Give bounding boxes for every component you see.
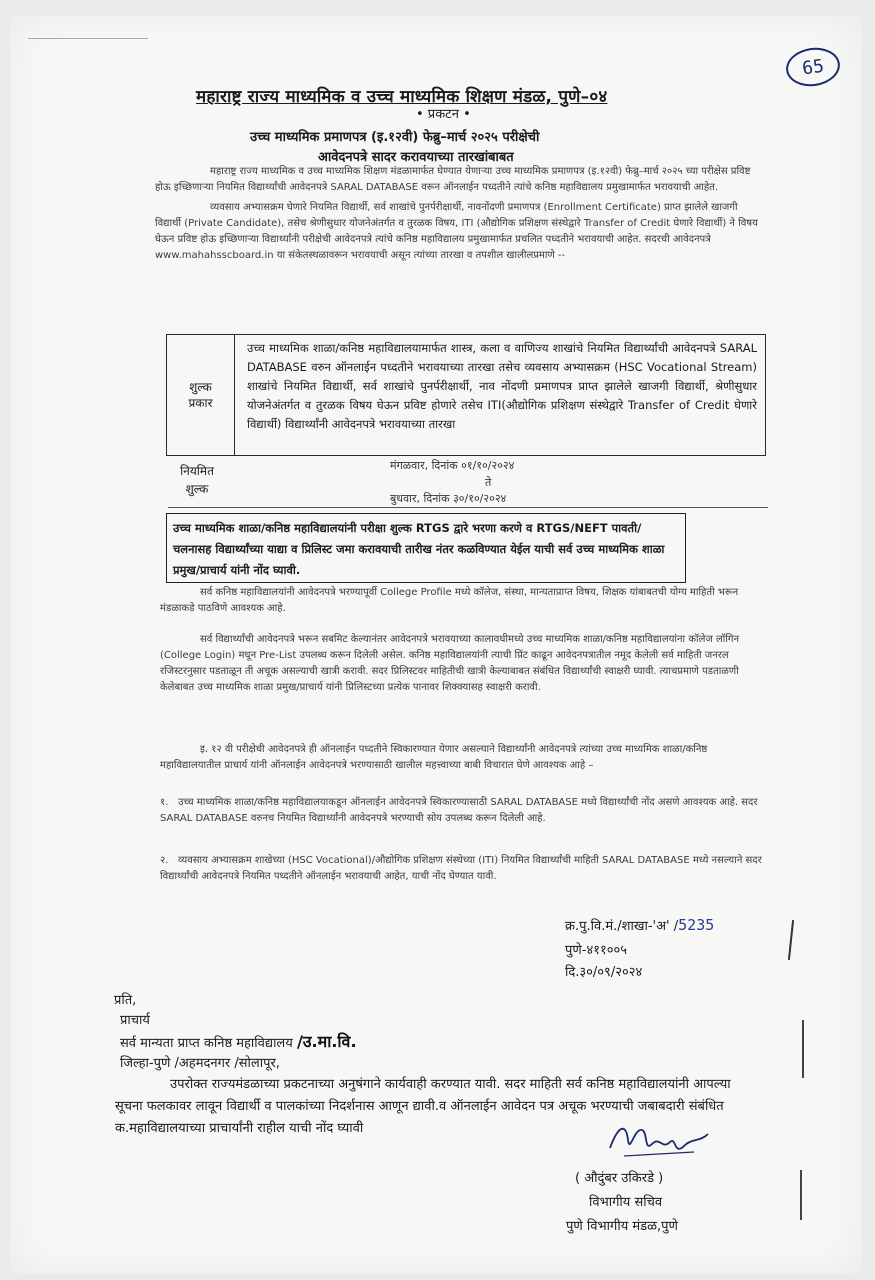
date-end: बुधवार, दिनांक ३०/१०/२०२४ [390, 492, 507, 505]
recipient-role: प्राचार्य [120, 1013, 150, 1028]
recipient-colleges [120, 1030, 357, 1052]
subject-line-2: आवेदनपत्रे सादर करावयाच्या तारखांबाबत [318, 150, 514, 165]
board-title: महाराष्ट्र राज्य माध्यमिक व उच्च माध्यमिक शिक्षण मंडळ, पुणे–०४ [196, 87, 608, 107]
date-start: मंगळवार, दिनांक ०१/१०/२०२४ [390, 459, 515, 472]
list-item [160, 795, 770, 827]
notice-heading: • प्रकटन • [416, 107, 471, 122]
fee-table [166, 334, 766, 456]
fee-type-label-1: शुल्क [189, 380, 212, 394]
intro-paragraph-1: महाराष्ट्र राज्य माध्यमिक व उच्च माध्यमिक शिक्षण मंडळामार्फत घेण्यात येणाऱ्या उच्च माध्यमिक प्रमाणपत्र (इ.१२वी) फेब्रु–मार्च २०२५ च्या परीक्षेस प्रविष्ट होऊ इच्छिणाऱ्या नियमित विद्यार्थ्यांची आवेदनपत्रे SARAL DATABASE वरून ऑनलाईन पध्दतीने त्यांचे कनिष्ठ महाविद्यालय प्रमुखामार्फत भरावयाची आहेत. [155, 166, 751, 193]
closing-paragraph: उपरोक्त राज्यमंडळाच्या प्रकटनाच्या अनुषंगाने कार्यवाही करण्यात यावी. सदर माहिती सर्व कनिष्ठ महाविद्यालयांनी आपल्या सूचना फलकावर लावून विद्यार्थी व पालकांच्या निदर्शनास आणून द्यावी.व ऑनलाईन आवेदन पत्र अचूक भरण्याची जबाबदारी संबंधित क.महाविद्यालयाच्या प्राचार्यांनी राहील याची नोंद घ्यावी [115, 1077, 731, 1136]
fee-type-label-2: प्रकार [188, 396, 213, 410]
list-item-text: व्यवसाय अभ्यासक्रम शाखेच्या (HSC Vocational)/औद्योगिक प्रशिक्षण संस्थेच्या (ITI) नियमित विद्यार्थ्यांची माहिती SARAL DATABASE मध्ये नसल्याने सदर विद्यार्थ्यांची आवेदनपत्रे नियमित पध्दतीने ऑनलाईन भरावयाची आहेत, याची नोंद घेण्यात यावी. [160, 855, 762, 882]
list-item [160, 853, 770, 885]
handwritten-outward-number: 5235 [678, 916, 715, 934]
scan-edge-mark [28, 38, 148, 39]
handwritten-page-number: 65 [784, 44, 843, 89]
date-to: ते [485, 476, 492, 489]
fee-type-cell [167, 335, 235, 455]
scan-edge-mark [802, 1020, 804, 1078]
signatory-office: पुणे विभागीय मंडळ,पुणे [566, 1219, 678, 1234]
body-paragraph-college-profile: सर्व कनिष्ठ महाविद्यालयांनी आवेदनपत्रे भरण्यापूर्वी College Profile मध्ये कॉलेज, संस्था, मान्यताप्राप्त विषय, शिक्षक यांबाबतची योग्य माहिती भरून मंडळाकडे पाठविणे आवश्यक आहे. [160, 587, 739, 614]
regular-fee-label-2: शुल्क [185, 482, 209, 496]
recipient-to: प्रति, [114, 993, 137, 1008]
intro-paragraph-2: व्यवसाय अभ्यासक्रम घेणारे नियमित विद्यार्थी, सर्व शाखांचे पुनर्परीक्षार्थी, नावनोंदणी प्रमाणपत्र (Enrollment Certificate) प्राप्त झालेले खाजगी विद्यार्थी (Private Candidate), तसेच श्रेणीसुधार योजनेअंतर्गत व तुरळक विषय, ITI (औद्योगिक प्रशिक्षण संस्थेद्वारे Transfer of Credit घेणारे विद्यार्थी) ने विषय घेऊन प्रविष्ट होऊ इच्छिणाऱ्या विद्यार्थ्यांनी परीक्षेची आवेदनपत्रे त्यांचे कनिष्ठ महाविद्यालय प्रमुखामार्फत प्रचलित पध्दतीने भरावयाची आहेत. सदरची आवेदनपत्रे www.mahahsscboard.in या संकेतस्थळावरून भरावयाची असून त्यांच्या तारखा व तपशील खालीलप्रमाणे -- [155, 202, 758, 261]
body-paragraph-prelist: सर्व विद्यार्थ्यांची आवेदनपत्रे भरून सबमिट केल्यानंतर आवेदनपत्रे भरावयाच्या कालावधीमध्ये उच्च माध्यमिक शाळा/कनिष्ठ महाविद्यालयांना कॉलेज लॉगिन (College Login) मधून Pre-List उपलब्ध करून दिलेली असेल. कनिष्ठ महाविद्यालयांनी त्याची प्रिंट काढून आवेदनपत्रातील नमूद केलेली सर्व माहिती जनरल रजिस्टरनुसार पडताळून ती अचूक असल्याची खात्री करावी. सदर प्रिलिस्टवर माहितीची खात्री केल्याबाबत संबंधित विद्यार्थ्यांची स्वाक्षरी घ्यावी. त्याचप्रमाणे पडताळणी केलेबाबत उच्च माध्यमिक शाळा प्रमुख/प्राचार्य यांनी प्रिलिस्टच्या प्रत्येक पानावर शिक्क्यासह स्वाक्षरी करावी. [160, 634, 740, 693]
signatory-name: ( औदुंबर उकिरडे ) [575, 1171, 664, 1186]
reference-number [565, 916, 714, 934]
rtgs-notice-box: उच्च माध्यमिक शाळा/कनिष्ठ महाविद्यालयांनी परीक्षा शुल्क RTGS द्वारे भरणा करणे व RTGS/NEFT पावती/चलनासह विद्यार्थ्यांच्या याद्या व प्रिलिस्ट जमा करावयाची तारीख नंतर कळविण्यात येईल याची सर्व उच्च माध्यमिक शाळा प्रमुख/प्राचार्य यांनी नोंद घ्यावी. [166, 513, 686, 583]
reference-date: दि.३०/०९/२०२४ [565, 965, 643, 980]
recipient-district: जिल्हा-पुणे /अहमदनगर /सोलापूर, [120, 1056, 280, 1071]
handwritten-college-type: /उ.मा.वि. [296, 1032, 357, 1051]
list-item-number: १. [160, 797, 169, 808]
recipient-colleges-text: सर्व मान्यता प्राप्त कनिष्ठ महाविद्यालय [120, 1036, 293, 1051]
regular-fee-cell [168, 462, 226, 498]
table-divider [168, 507, 768, 508]
scan-edge-mark [800, 1170, 802, 1220]
fee-type-description: उच्च माध्यमिक शाळा/कनिष्ठ महाविद्यालयामार्फत शास्त्र, कला व वाणिज्य शाखांचे नियमित विद्यार्थ्यांची आवेदनपत्रे SARAL DATABASE वरुन ऑनलाईन पध्दतीने भरावयाच्या तारखा तसेच व्यवसाय अभ्यासक्रम (HSC Vocational Stream) शाखांचे नियमित विद्यार्थी, सर्व शाखांचे पुनर्परीक्षार्थी, नाव नोंदणी प्रमाणपत्र प्राप्त झालेले खाजगी विद्यार्थी, श्रेणीसुधार योजनेअंतर्गत व तुरळक विषय घेऊन प्रविष्ट होणारे तसेच ITI(औद्योगिक प्रशिक्षण संस्थेद्वारे Transfer of Credit घेणारे विद्यार्थी) विद्यार्थ्यांनी आवेदनपत्रे भरावयाच्या तारखा [247, 341, 757, 431]
body-paragraph-online: इ. १२ वी परीक्षेची आवेदनपत्रे ही ऑनलाईन पध्दतीने स्विकारण्यात येणार असल्याने विद्यार्थ्यांनी आवेदनपत्रे त्यांच्या उच्च माध्यमिक शाळा/कनिष्ठ महाविद्यालयातील प्राचार्य यांनी ऑनलाईन आवेदनपत्रे भरण्यासाठी खालील महत्त्वाच्या बाबी विचारात घेणे आवश्यक आहे – [160, 744, 708, 771]
list-item-text: उच्च माध्यमिक शाळा/कनिष्ठ महाविद्यालयाकडून ऑनलाईन आवेदनपत्रे स्विकारण्यासाठी SARAL DATABASE मध्ये विद्यार्थ्यांची नोंद असणे आवश्यक आहे. सदर SARAL DATABASE वरुनच नियमित विद्यार्थ्यांनी आवेदनपत्रे भरण्याची सोय उपलब्ध करून दिलेली आहे. [160, 797, 758, 824]
reference-pin: पुणे-४११००५ [565, 943, 628, 958]
signature-icon [604, 1118, 716, 1164]
reference-prefix: क्र.पु.वि.मं./शाखा-'अ' / [565, 919, 679, 934]
list-item-number: २. [160, 855, 169, 866]
subject-line-1: उच्च माध्यमिक प्रमाणपत्र (इ.१२वी) फेब्रु–मार्च २०२५ परीक्षेची [250, 130, 540, 145]
regular-fee-label-1: नियमित [180, 464, 214, 478]
signatory-title: विभागीय सचिव [589, 1195, 663, 1210]
